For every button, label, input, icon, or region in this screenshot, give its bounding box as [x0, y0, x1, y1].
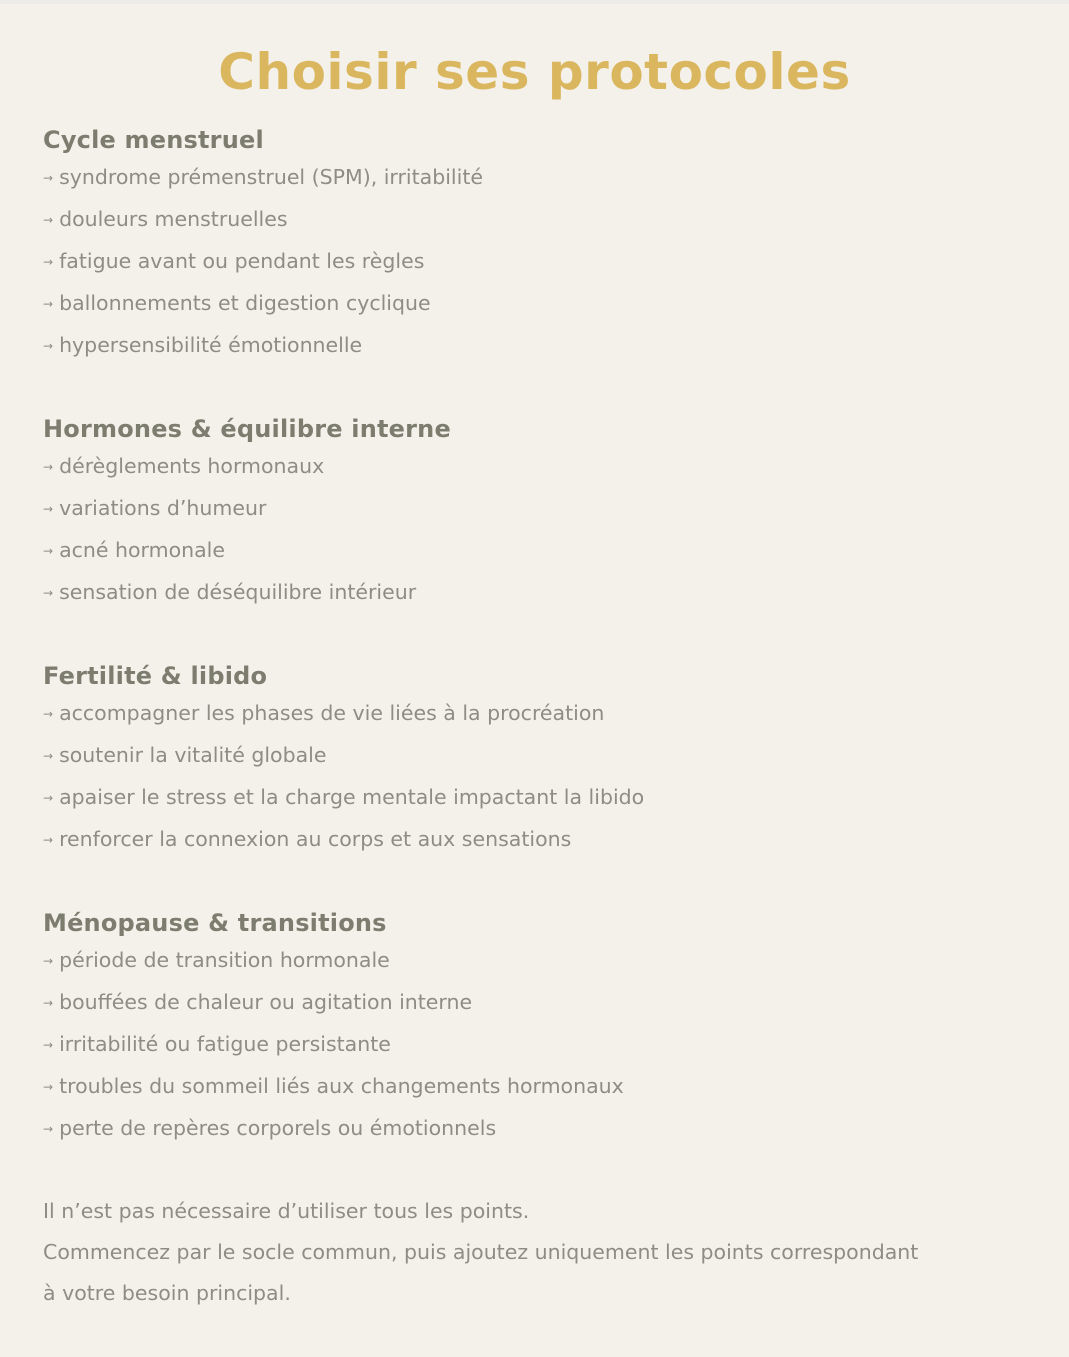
item-list: [43, 446, 1026, 614]
arrow-right-icon: →: [43, 1038, 54, 1052]
list-item: [43, 572, 1026, 614]
arrow-right-icon: →: [43, 544, 54, 558]
list-item-text: renforcer la connexion au corps et aux sensations: [59, 827, 572, 851]
list-item-text: accompagner les phases de vie liées à la procréation: [59, 701, 605, 725]
note-line: à votre besoin principal.: [43, 1281, 291, 1305]
page-title: Choisir ses protocoles: [218, 43, 851, 101]
list-item: [43, 530, 1026, 572]
list-item-text: hypersensibilité émotionnelle: [59, 333, 363, 357]
section-menopause: [43, 908, 1026, 1150]
list-item-text: période de transition hormonale: [59, 948, 390, 972]
list-item-text: acné hormonale: [59, 538, 225, 562]
list-item-text: fatigue avant ou pendant les règles: [59, 249, 425, 273]
section-title: Fertilité & libido: [43, 662, 268, 690]
list-item: [43, 446, 1026, 488]
section-title: Hormones & équilibre interne: [43, 415, 451, 443]
list-item: [43, 1108, 1026, 1150]
list-item-text: syndrome prémenstruel (SPM), irritabilité: [59, 165, 483, 189]
list-item: [43, 940, 1026, 982]
list-item: [43, 982, 1026, 1024]
list-item: [43, 157, 1026, 199]
section-title: Ménopause & transitions: [43, 909, 387, 937]
arrow-right-icon: →: [43, 749, 54, 763]
arrow-right-icon: →: [43, 171, 54, 185]
list-item-text: apaiser le stress et la charge mentale impactant la libido: [59, 785, 645, 809]
section-fertilite: [43, 661, 1026, 861]
arrow-right-icon: →: [43, 996, 54, 1010]
list-item: [43, 325, 1026, 367]
list-item-text: dérèglements hormonaux: [59, 454, 325, 478]
arrow-right-icon: →: [43, 586, 54, 600]
arrow-right-icon: →: [43, 1122, 54, 1136]
arrow-right-icon: →: [43, 707, 54, 721]
arrow-right-icon: →: [43, 460, 54, 474]
section-hormones: [43, 414, 1026, 614]
arrow-right-icon: →: [43, 255, 54, 269]
list-item-text: ballonnements et digestion cyclique: [59, 291, 431, 315]
list-item: [43, 241, 1026, 283]
list-item: [43, 283, 1026, 325]
arrow-right-icon: →: [43, 791, 54, 805]
note-line: Commencez par le socle commun, puis ajoutez uniquement les points correspondant: [43, 1240, 919, 1264]
arrow-right-icon: →: [43, 213, 54, 227]
list-item: [43, 819, 1026, 861]
arrow-right-icon: →: [43, 339, 54, 353]
arrow-right-icon: →: [43, 502, 54, 516]
list-item-text: irritabilité ou fatigue persistante: [59, 1032, 391, 1056]
note-line: Il n’est pas nécessaire d’utiliser tous les points.: [43, 1199, 530, 1223]
closing-note: [43, 1191, 1026, 1314]
item-list: [43, 157, 1026, 367]
list-item-text: troubles du sommeil liés aux changements hormonaux: [59, 1074, 624, 1098]
list-item: [43, 488, 1026, 530]
list-item-text: bouffées de chaleur ou agitation interne: [59, 990, 473, 1014]
list-item-text: sensation de déséquilibre intérieur: [59, 580, 417, 604]
list-item: [43, 1024, 1026, 1066]
list-item: [43, 777, 1026, 819]
section-cycle-menstruel: [43, 125, 1026, 367]
list-item: [43, 735, 1026, 777]
top-strip: [0, 0, 1069, 4]
list-item: [43, 1066, 1026, 1108]
item-list: [43, 940, 1026, 1150]
arrow-right-icon: →: [43, 954, 54, 968]
list-item-text: douleurs menstruelles: [59, 207, 288, 231]
section-title: Cycle menstruel: [43, 126, 264, 154]
list-item-text: variations d’humeur: [59, 496, 267, 520]
arrow-right-icon: →: [43, 1080, 54, 1094]
list-item: [43, 693, 1026, 735]
arrow-right-icon: →: [43, 833, 54, 847]
list-item-text: soutenir la vitalité globale: [59, 743, 327, 767]
arrow-right-icon: →: [43, 297, 54, 311]
list-item: [43, 199, 1026, 241]
page-content: [0, 42, 1069, 1314]
list-item-text: perte de repères corporels ou émotionnels: [59, 1116, 497, 1140]
item-list: [43, 693, 1026, 861]
